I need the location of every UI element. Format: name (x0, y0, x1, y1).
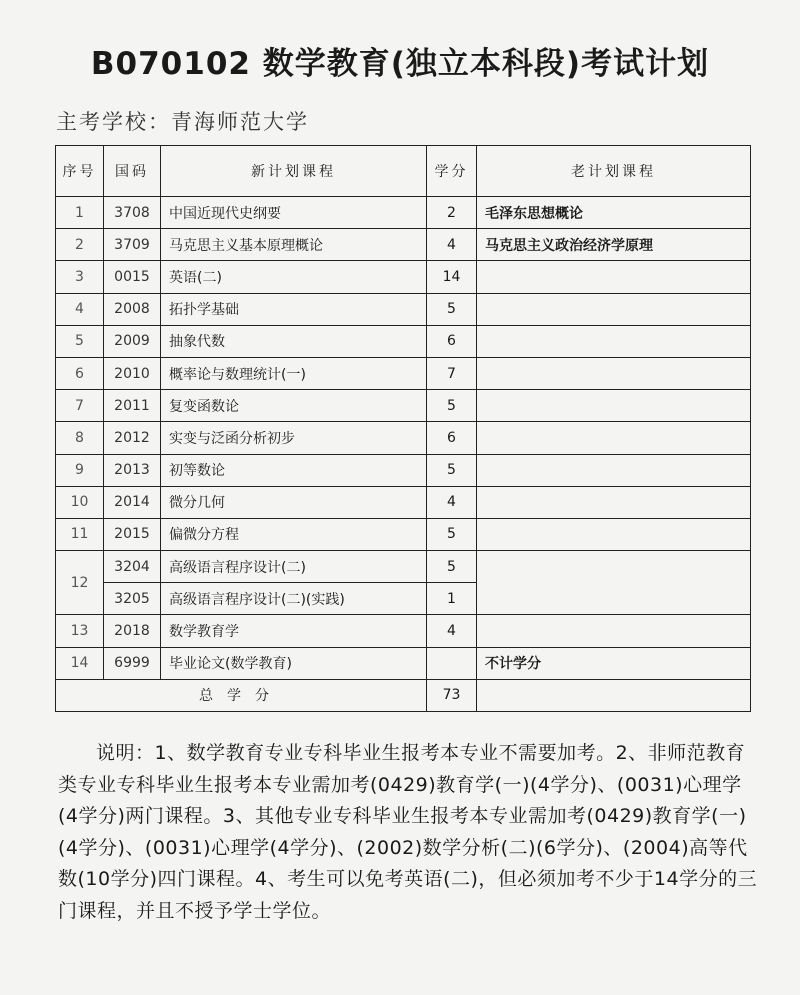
table-row (56, 293, 751, 325)
row-course: 偏微分方程 (161, 518, 427, 550)
row-credit: 6 (427, 325, 477, 357)
row-old-course (477, 357, 751, 389)
row-code: 3205 (104, 583, 161, 615)
row-code: 2011 (104, 390, 161, 422)
table-header-row (56, 146, 751, 197)
row-course: 数学教育学 (161, 615, 427, 647)
row-no: 10 (56, 486, 104, 518)
row-course: 复变函数论 (161, 390, 427, 422)
row-old-course: 不计学分 (477, 647, 751, 679)
table-row (56, 551, 751, 583)
row-old-course (477, 486, 751, 518)
table-row (56, 229, 751, 261)
row-code: 2018 (104, 615, 161, 647)
row-code: 3709 (104, 229, 161, 261)
row-credit (427, 647, 477, 679)
row-no: 11 (56, 518, 104, 550)
row-credit: 7 (427, 357, 477, 389)
row-credit: 6 (427, 422, 477, 454)
row-old-course: 毛泽东思想概论 (477, 197, 751, 229)
header-credit: 学分 (427, 146, 477, 197)
row-no: 2 (56, 229, 104, 261)
row-no: 3 (56, 261, 104, 293)
row-code: 2008 (104, 293, 161, 325)
row-course: 中国近现代史纲要 (161, 197, 427, 229)
row-code: 2013 (104, 454, 161, 486)
row-course: 高级语言程序设计(二) (161, 551, 427, 583)
row-old-course (477, 390, 751, 422)
row-code: 3204 (104, 551, 161, 583)
header-code: 国码 (104, 146, 161, 197)
row-no: 4 (56, 293, 104, 325)
table-row (56, 390, 751, 422)
row-old-course (477, 325, 751, 357)
row-old-course (477, 422, 751, 454)
notes-section (58, 738, 758, 927)
row-old-course (477, 615, 751, 647)
row-course: 抽象代数 (161, 325, 427, 357)
table-row (56, 647, 751, 679)
row-credit: 5 (427, 454, 477, 486)
row-course: 拓扑学基础 (161, 293, 427, 325)
row-no: 9 (56, 454, 104, 486)
row-course: 概率论与数理统计(一) (161, 357, 427, 389)
row-credit: 4 (427, 486, 477, 518)
header-new-course: 新计划课程 (161, 146, 427, 197)
row-code: 2009 (104, 325, 161, 357)
row-old-course (477, 518, 751, 550)
row-course: 实变与泛函分析初步 (161, 422, 427, 454)
row-no: 1 (56, 197, 104, 229)
row-credit: 5 (427, 390, 477, 422)
table-row (56, 486, 751, 518)
row-course: 微分几何 (161, 486, 427, 518)
row-credit: 2 (427, 197, 477, 229)
row-course: 初等数论 (161, 454, 427, 486)
header-no: 序号 (56, 146, 104, 197)
row-credit: 5 (427, 551, 477, 583)
total-label: 总学分 (56, 679, 427, 711)
table-row (56, 261, 751, 293)
row-code: 2014 (104, 486, 161, 518)
school-label: 主考学校：青海师范大学 (56, 110, 309, 134)
row-course: 高级语言程序设计(二)(实践) (161, 583, 427, 615)
page-title: B070102 数学教育(独立本科段)考试计划 (90, 46, 710, 82)
row-old-course (477, 551, 751, 615)
row-credit: 14 (427, 261, 477, 293)
row-old-course (477, 293, 751, 325)
row-course: 英语(二) (161, 261, 427, 293)
row-code: 0015 (104, 261, 161, 293)
table-row (56, 422, 751, 454)
header-old-course: 老计划课程 (477, 146, 751, 197)
row-credit: 5 (427, 293, 477, 325)
table-row (56, 197, 751, 229)
total-old-course (477, 679, 751, 711)
row-no: 14 (56, 647, 104, 679)
row-old-course (477, 261, 751, 293)
notes-text: 说明：1、数学教育专业专科毕业生报考本专业不需要加考。2、非师范教育类专业专科毕业生报考本专业需加考(0429)教育学(一)(4学分)、(0031)心理学(4学分)两门课程。3、其他专业专科毕业生报考本专业需加考(0429)教育学(一)(4学分)、(0031)心理学(4学分)、(2002)数学分析(二)(6学分)、(2004)高等代数(10学分)四门课程。4、考生可以免考英语(二)，但必须加考不少于14学分的三门课程，并且不授予学士学位。 (58, 742, 758, 922)
row-credit: 1 (427, 583, 477, 615)
row-old-course: 马克思主义政治经济学原理 (477, 229, 751, 261)
total-row (56, 679, 751, 711)
row-credit: 5 (427, 518, 477, 550)
total-credit: 73 (427, 679, 477, 711)
row-credit: 4 (427, 615, 477, 647)
row-no: 12 (56, 551, 104, 615)
row-code: 2015 (104, 518, 161, 550)
row-code: 2012 (104, 422, 161, 454)
row-no: 8 (56, 422, 104, 454)
table-row (56, 518, 751, 550)
row-no: 7 (56, 390, 104, 422)
exam-plan-table (55, 145, 751, 712)
table-row (56, 454, 751, 486)
row-course: 毕业论文(数学教育) (161, 647, 427, 679)
table-row (56, 357, 751, 389)
row-course: 马克思主义基本原理概论 (161, 229, 427, 261)
row-no: 13 (56, 615, 104, 647)
row-no: 6 (56, 357, 104, 389)
table-row (56, 615, 751, 647)
row-code: 6999 (104, 647, 161, 679)
row-code: 3708 (104, 197, 161, 229)
row-no: 5 (56, 325, 104, 357)
row-credit: 4 (427, 229, 477, 261)
row-code: 2010 (104, 357, 161, 389)
row-old-course (477, 454, 751, 486)
table-row (56, 325, 751, 357)
